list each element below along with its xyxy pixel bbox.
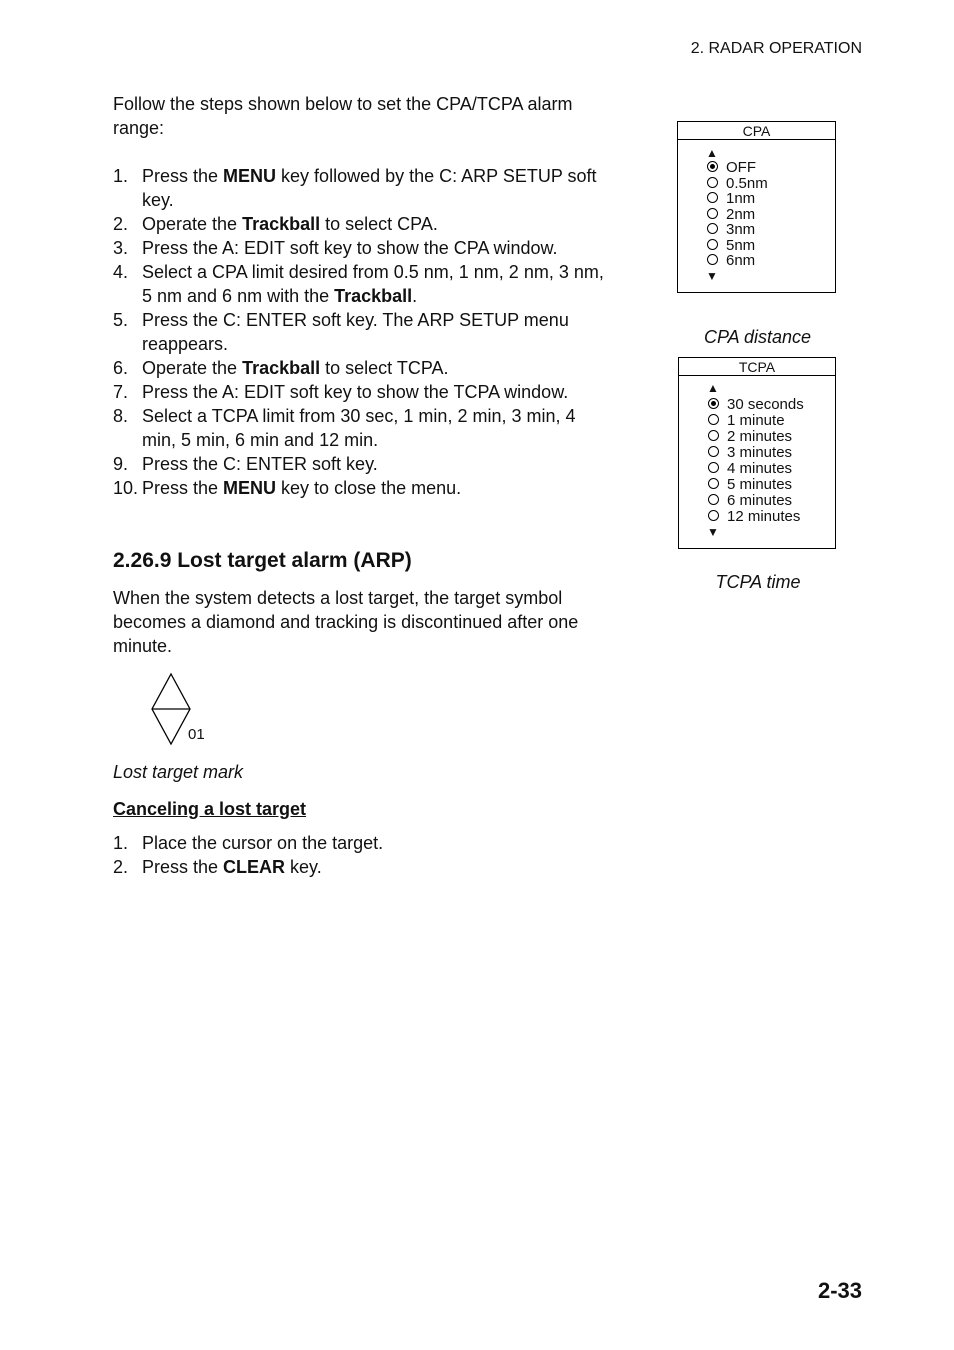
option-label: 6 minutes: [727, 492, 793, 509]
step-text: to select TCPA.: [320, 358, 449, 378]
step-number: 9.: [113, 454, 129, 474]
cpa-caption: CPA distance: [703, 327, 812, 347]
scroll-up-arrow-icon[interactable]: ▲: [707, 381, 719, 395]
list-item: [113, 356, 613, 380]
cpa-window: [677, 121, 836, 293]
radio-selected-icon[interactable]: [707, 161, 718, 172]
radio-empty-icon[interactable]: [707, 192, 718, 203]
option-30-seconds[interactable]: [708, 397, 804, 413]
option-label: 6nm: [726, 252, 756, 269]
list-item: [113, 476, 613, 500]
step-number: 3.: [113, 238, 129, 258]
option-label: 3 minutes: [727, 444, 793, 461]
option-label: 3nm: [726, 221, 756, 238]
option-label: 1nm: [726, 190, 756, 207]
radio-empty-icon[interactable]: [707, 208, 718, 219]
step-text: key followed by the C: ARP SETUP soft key.: [142, 166, 597, 210]
option-2-minutes[interactable]: [708, 429, 792, 445]
step-number: 8.: [113, 406, 129, 426]
step-text: Press the C: ENTER soft key. The ARP SETUP menu reappears.: [142, 310, 569, 354]
key-name: Trackball: [242, 358, 321, 378]
step-text: Press the A: EDIT soft key to show the TCPA window.: [142, 382, 569, 402]
option-label: 4 minutes: [727, 460, 793, 477]
option-5-minutes[interactable]: [708, 477, 792, 493]
list-item: [113, 236, 613, 260]
step-text: Press the C: ENTER soft key.: [142, 454, 378, 474]
scroll-down-arrow-icon[interactable]: ▼: [707, 525, 719, 539]
tcpa-window: [678, 357, 836, 549]
target-number-label: 01: [188, 726, 205, 743]
radio-empty-icon[interactable]: [707, 177, 718, 188]
step-text: Press the: [142, 166, 224, 186]
cancel-steps-list: [113, 831, 613, 879]
scroll-up-arrow-icon[interactable]: ▲: [706, 146, 718, 160]
list-item: [113, 831, 613, 855]
option-label: 0.5nm: [726, 174, 768, 192]
canceling-subheading: Canceling a lost target: [113, 799, 307, 819]
step-text: key.: [285, 857, 322, 877]
running-header: 2. RADAR OPERATION: [690, 40, 862, 57]
intro-paragraph: Follow the steps shown below to set the CPA/TCPA alarm range:: [113, 94, 573, 138]
option-label: 1 minute: [727, 412, 785, 429]
list-item: [113, 380, 613, 404]
option-label: 12 minutes: [727, 508, 801, 525]
scroll-down-arrow-icon[interactable]: ▼: [706, 269, 718, 283]
cpa-tcpa-steps-list: [113, 164, 613, 500]
step-text: Press the: [142, 857, 224, 877]
radio-empty-icon[interactable]: [707, 223, 718, 234]
option-label: 2nm: [726, 205, 756, 223]
radio-empty-icon[interactable]: [707, 239, 718, 250]
step-text: Operate the: [142, 214, 243, 234]
option-3-minutes[interactable]: [708, 445, 792, 461]
step-number: 1.: [113, 833, 129, 853]
lost-target-description: When the system detects a lost target, the target symbol becomes a diamond and tracking is discontinued after one minute.: [113, 588, 579, 656]
list-item: [113, 212, 613, 236]
step-number: 5.: [113, 310, 129, 330]
step-number: 1.: [113, 166, 129, 186]
radio-empty-icon[interactable]: [708, 414, 719, 425]
list-item: [113, 260, 613, 308]
radio-empty-icon[interactable]: [708, 462, 719, 473]
step-number: 7.: [113, 382, 129, 402]
step-text: Operate the: [142, 358, 243, 378]
radio-selected-icon[interactable]: [708, 398, 719, 409]
step-text: Press the A: EDIT soft key to show the CPA window.: [142, 238, 558, 258]
radio-empty-icon[interactable]: [708, 478, 719, 489]
lost-target-caption: Lost target mark: [113, 762, 244, 782]
step-text: key to close the menu.: [276, 478, 462, 498]
tcpa-caption: TCPA time: [715, 572, 801, 592]
section-title: 2.26.9 Lost target alarm (ARP): [113, 549, 412, 572]
option-label: 5nm: [726, 236, 756, 254]
option-1-minute[interactable]: [708, 413, 785, 429]
step-text: .: [412, 286, 418, 306]
step-text: Select a TCPA limit from 30 sec, 1 min, 2 min, 3 min, 4 min, 5 min, 6 min and 12 min.: [142, 406, 576, 450]
option-6-minutes[interactable]: [708, 493, 792, 509]
page-number: 2-33: [817, 1278, 862, 1303]
lost-target-symbol: [150, 672, 220, 748]
step-text: Press the: [142, 478, 224, 498]
radio-empty-icon[interactable]: [708, 446, 719, 457]
step-text: Select a CPA limit desired from 0.5 nm, 1 nm, 2 nm, 3 nm, 5 nm and 6 nm with the: [142, 262, 604, 306]
tcpa-window-title: TCPA: [679, 358, 835, 376]
radio-empty-icon[interactable]: [708, 510, 719, 521]
key-name: MENU: [223, 478, 277, 498]
option-4-minutes[interactable]: [708, 461, 792, 477]
key-name: MENU: [223, 166, 277, 186]
option-label: 5 minutes: [727, 476, 793, 493]
option-12-minutes[interactable]: [708, 509, 800, 525]
option-6nm[interactable]: [707, 253, 755, 269]
step-number: 2.: [113, 214, 129, 234]
key-name: Trackball: [334, 286, 413, 306]
option-label: OFF: [726, 159, 756, 176]
diamond-icon: [150, 672, 192, 748]
list-item: [113, 404, 613, 452]
option-label: 2 minutes: [727, 428, 793, 445]
radio-empty-icon[interactable]: [708, 430, 719, 441]
key-name: Trackball: [242, 214, 321, 234]
step-number: 2.: [113, 857, 129, 877]
step-number: 6.: [113, 358, 129, 378]
option-label: 30 seconds: [727, 396, 804, 413]
cpa-window-title: CPA: [678, 122, 835, 140]
step-text: Place the cursor on the target.: [142, 833, 384, 853]
list-item: [113, 855, 613, 879]
radio-empty-icon[interactable]: [707, 254, 718, 265]
list-item: [113, 308, 613, 356]
key-name: CLEAR: [223, 857, 286, 877]
list-item: [113, 164, 613, 212]
step-text: to select CPA.: [320, 214, 438, 234]
list-item: [113, 452, 613, 476]
step-number: 10.: [113, 478, 139, 498]
step-number: 4.: [113, 262, 129, 282]
radio-empty-icon[interactable]: [708, 494, 719, 505]
